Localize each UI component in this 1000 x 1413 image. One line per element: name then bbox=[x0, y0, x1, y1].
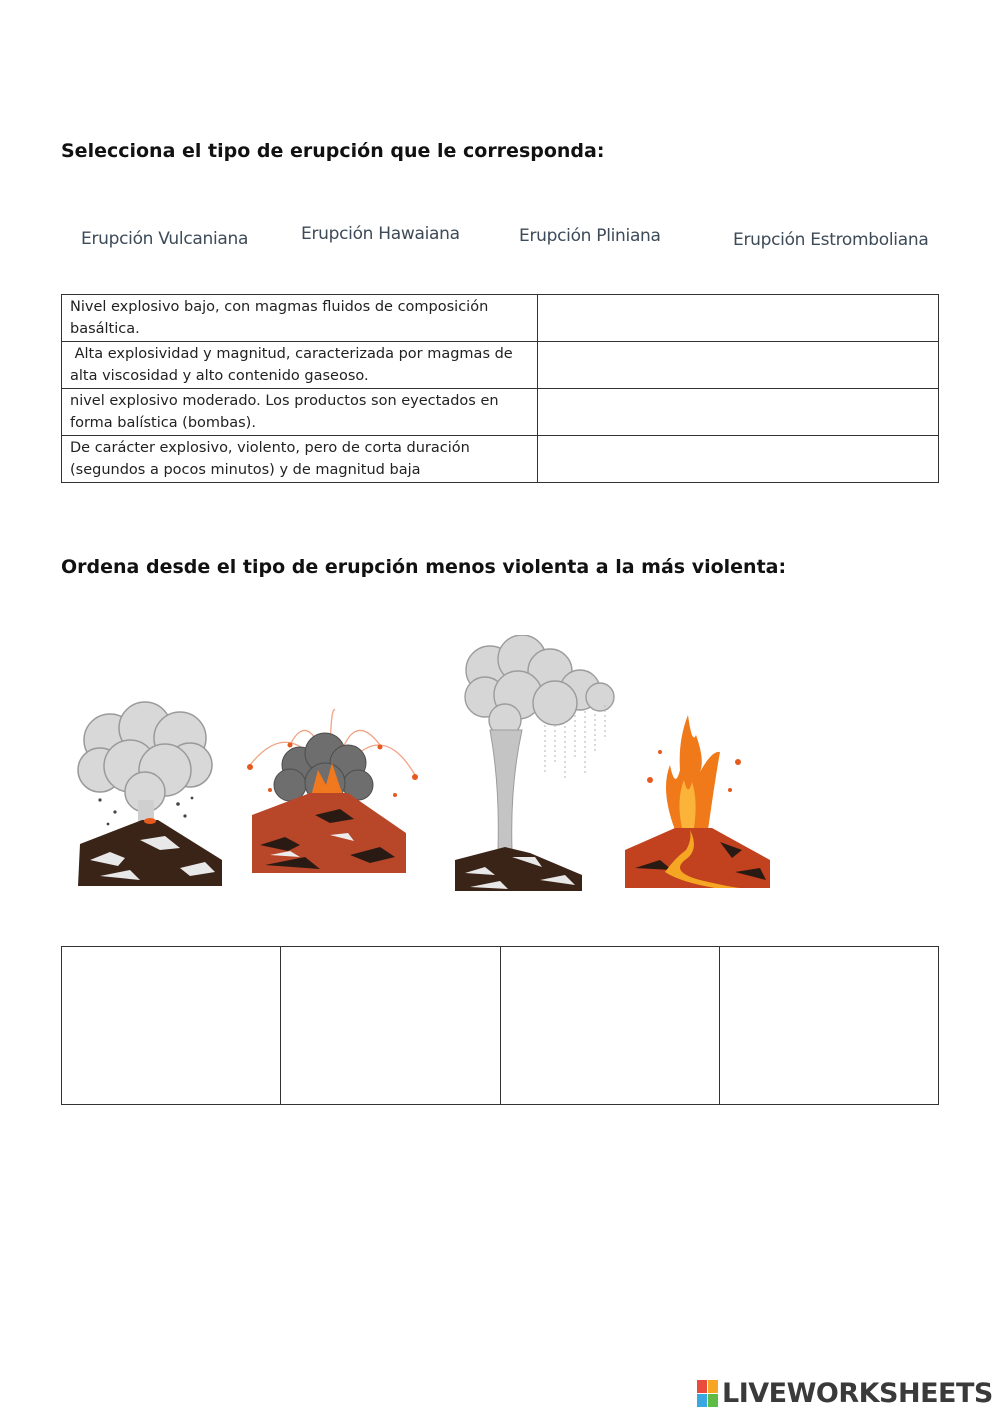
answer-dropdown-3[interactable] bbox=[538, 389, 939, 436]
order-answer-box-2[interactable] bbox=[281, 947, 500, 1105]
order-answer-table bbox=[61, 946, 939, 1105]
answer-dropdown-4[interactable] bbox=[538, 436, 939, 483]
table-row bbox=[62, 436, 939, 483]
description-cell: Nivel explosivo bajo, con magmas fluidos de composición basáltica. bbox=[62, 295, 538, 342]
logo-text: LIVEWORKSHEETS bbox=[722, 1377, 993, 1409]
option-hawaiana: Erupción Hawaiana bbox=[301, 224, 460, 244]
liveworksheets-logo bbox=[697, 1378, 993, 1408]
matching-table bbox=[61, 294, 939, 483]
strombolian-volcano-icon bbox=[230, 705, 430, 875]
table-row bbox=[62, 947, 939, 1105]
table-row bbox=[62, 342, 939, 389]
hawaiian-volcano-icon bbox=[620, 710, 780, 892]
option-vulcaniana: Erupción Vulcaniana bbox=[81, 229, 249, 249]
table-row bbox=[62, 295, 939, 342]
section1-heading: Selecciona el tipo de erupción que le corresponda: bbox=[61, 140, 605, 162]
description-cell: nivel explosivo moderado. Los productos son eyectados en forma balística (bombas). bbox=[62, 389, 538, 436]
option-pliniana: Erupción Pliniana bbox=[519, 226, 661, 246]
answer-dropdown-1[interactable] bbox=[538, 295, 939, 342]
section2-heading: Ordena desde el tipo de erupción menos violenta a la más violenta: bbox=[61, 556, 787, 578]
order-answer-box-1[interactable] bbox=[62, 947, 281, 1105]
logo-grid-icon bbox=[697, 1380, 718, 1407]
plinian-volcano-icon bbox=[450, 635, 620, 895]
description-cell: De carácter explosivo, violento, pero de corta duración (segundos a pocos minutos) y de magnitud baja bbox=[62, 436, 538, 483]
answer-dropdown-2[interactable] bbox=[538, 342, 939, 389]
vulcanian-volcano-icon bbox=[70, 700, 230, 890]
option-estromboliana: Erupción Estromboliana bbox=[733, 230, 929, 250]
order-answer-box-4[interactable] bbox=[719, 947, 938, 1105]
table-row bbox=[62, 389, 939, 436]
description-cell: Alta explosividad y magnitud, caracterizada por magmas de alta viscosidad y alto contenido gaseoso. bbox=[62, 342, 538, 389]
order-answer-box-3[interactable] bbox=[500, 947, 719, 1105]
